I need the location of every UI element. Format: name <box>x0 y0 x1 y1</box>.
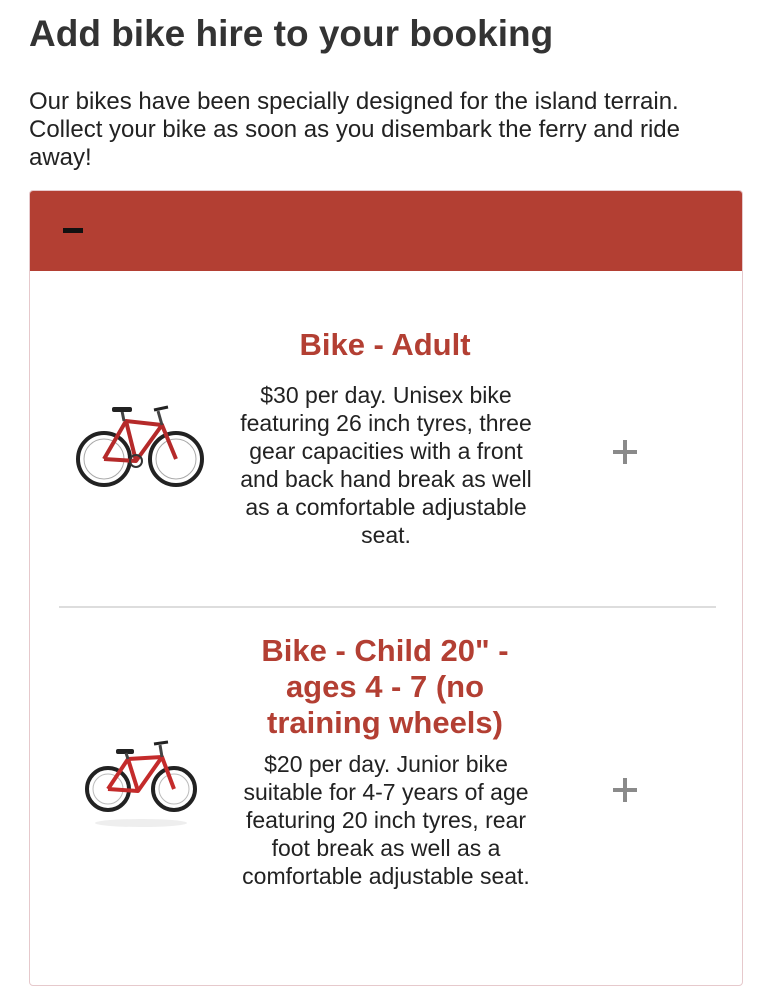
panel-header-toggle[interactable] <box>30 191 742 271</box>
page-title: Add bike hire to your booking <box>29 13 554 54</box>
add-child-bike-button[interactable] <box>608 773 642 807</box>
adult-bike-image <box>74 401 206 491</box>
product-item-adult-bike <box>30 271 742 606</box>
bike-hire-panel <box>29 190 743 986</box>
intro-text: Our bikes have been specially designed for the island terrain. Collect your bike as soon as you disembark the ferry and ride away! <box>29 88 680 171</box>
product-item-child-bike <box>30 607 742 985</box>
product-title: Bike - Adult <box>299 327 471 362</box>
product-description: $20 per day. Junior bike suitable for 4-7 years of age featuring 20 inch tyres, rear foot break as well as a comfortable adjustable seat. <box>242 751 530 889</box>
child-bike-image <box>80 737 202 831</box>
product-title: Bike - Child 20" - ages 4 - 7 (no training wheels) <box>261 633 509 740</box>
minus-icon[interactable] <box>63 228 83 233</box>
product-description: $30 per day. Unisex bike featuring 26 inch tyres, three gear capacities with a front and back hand break as well as a comfortable adjustable seat. <box>240 382 532 548</box>
add-adult-bike-button[interactable] <box>608 435 642 469</box>
